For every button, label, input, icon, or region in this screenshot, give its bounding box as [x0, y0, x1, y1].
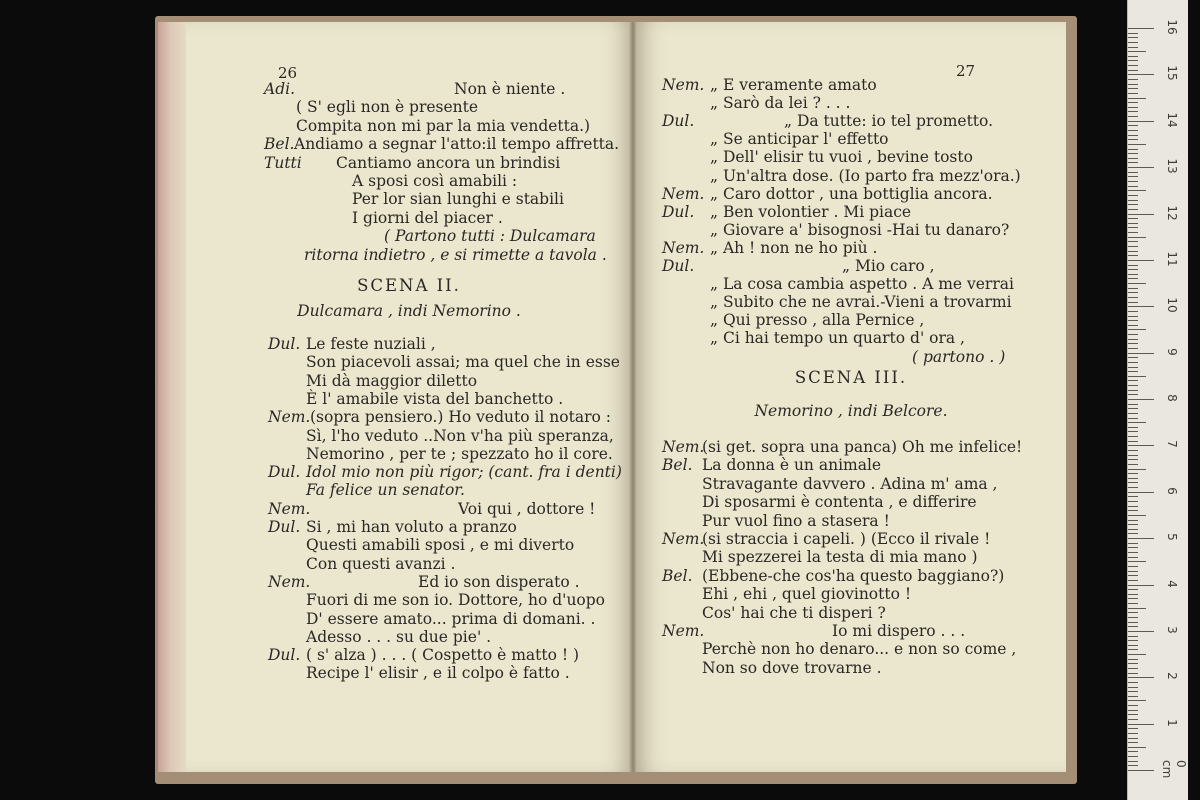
line-text: Le feste nuziali , [306, 335, 436, 353]
ruler-tick [1128, 357, 1138, 358]
ruler-tick [1128, 501, 1138, 502]
ruler-tick [1128, 659, 1138, 660]
ruler-tick [1128, 520, 1138, 521]
ruler-tick [1128, 575, 1138, 576]
ruler-tick [1128, 121, 1154, 122]
ruler-tick [1128, 209, 1138, 210]
ruler-tick [1128, 728, 1138, 729]
line-text: Ehi , ehi , quel giovinotto ! [702, 585, 912, 604]
line-text: Cos' hai che ti disperi ? [702, 603, 886, 622]
line-text: ritorna indietro , e si rimette a tavola . [304, 245, 607, 264]
ruler-tick [1128, 74, 1154, 75]
speaker-label: Dul. [268, 646, 301, 665]
ruler-tick [1128, 622, 1138, 623]
line-text: Fuori di me son io. Dottore, ho d'uopo [306, 591, 606, 610]
ruler-tick [1128, 218, 1138, 219]
ruler-tick [1128, 79, 1138, 80]
ruler-tick [1128, 580, 1138, 581]
ruler-tick [1128, 450, 1138, 451]
ruler-number: 6 [1165, 486, 1179, 495]
ruler-tick [1128, 682, 1138, 683]
ruler-tick [1128, 172, 1138, 173]
ruler-tick [1128, 343, 1138, 344]
line-text: „ Dell' elisir tu vuoi , bevine tosto [710, 148, 973, 167]
ruler-tick [1128, 404, 1138, 405]
ruler-number: 8 [1165, 394, 1179, 402]
ruler-tick [1128, 107, 1138, 108]
line-text: ( Partono tutti : Dulcamara [384, 227, 596, 246]
ruler-tick [1128, 673, 1138, 674]
ruler-tick [1128, 246, 1138, 247]
speaker-label: Nem. [662, 184, 705, 203]
ruler-tick [1128, 506, 1138, 507]
ruler-tick [1128, 431, 1138, 432]
speaker-label: Dul. [268, 463, 301, 482]
line-text: Per lor sian lunghi e stabili [352, 190, 564, 209]
ruler-tick [1128, 761, 1138, 762]
line-text: (si get. sopra una panca) Oh me infelice! [702, 438, 1023, 456]
speaker-label: Dul. [268, 335, 301, 353]
ruler-tick [1128, 288, 1138, 289]
line-text: „ Un'altra dose. (Io parto fra mezz'ora.) [710, 166, 1021, 185]
ruler-tick [1128, 186, 1138, 187]
ruler-tick [1128, 367, 1138, 368]
speaker-label: Tutti [264, 153, 302, 172]
ruler-tick [1128, 130, 1138, 131]
ruler-tick [1128, 636, 1138, 637]
right-page-number: 27 [956, 62, 976, 80]
ruler-tick [1128, 626, 1138, 627]
ruler-tick [1128, 376, 1146, 377]
line-text: „ Ah ! non ne ho più . [710, 238, 878, 257]
line-text: Mi spezzerei la testa di mia mano ) [702, 548, 978, 567]
ruler-tick [1128, 515, 1146, 516]
speaker-label: Dul. [662, 202, 695, 221]
ruler-tick [1128, 47, 1138, 48]
ruler-tick [1128, 649, 1138, 650]
line-text: Questi amabili sposi , e mi diverto [306, 536, 575, 555]
ruler-tick [1128, 640, 1138, 641]
speaker-label: Nem. [268, 408, 311, 427]
measurement-ruler [1127, 0, 1188, 800]
right-page [636, 22, 1066, 772]
ruler-tick [1128, 441, 1138, 442]
ruler-tick [1128, 464, 1138, 465]
line-text: Compita non mi par la mia vendetta.) [296, 116, 591, 135]
right-scene-subtitle: Nemorino , indi Belcore. [754, 402, 948, 420]
page-edges [158, 22, 188, 772]
ruler-tick [1128, 710, 1138, 711]
ruler-tick [1128, 278, 1138, 279]
line-text: Si , mi han voluto a pranzo [306, 518, 517, 536]
ruler-number: 14 [1165, 112, 1179, 128]
ruler-tick [1128, 617, 1138, 618]
ruler-tick [1128, 28, 1154, 29]
ruler-tick [1128, 227, 1138, 228]
ruler-tick [1128, 418, 1138, 419]
line-text: ( partono . ) [912, 347, 1006, 366]
line-text: „ Ben volontier . Mi piace [710, 202, 912, 221]
ruler-tick [1128, 339, 1138, 340]
ruler-tick [1128, 482, 1138, 483]
line-text: D' essere amato... prima di domani. . [306, 609, 596, 628]
ruler-tick [1128, 153, 1138, 154]
ruler-tick [1128, 329, 1146, 330]
ruler-tick [1128, 510, 1138, 511]
speaker-label: Dul. [662, 257, 695, 275]
line-text: „ Sarò da lei ? . . . [710, 94, 851, 113]
right-scene-title: SCENA III. [794, 368, 908, 387]
ruler-tick [1128, 320, 1138, 321]
speaker-label: Nem. [662, 622, 705, 640]
line-text: Ed io son disperato . [418, 572, 580, 591]
speaker-label: Dul. [268, 518, 301, 536]
ruler-number: 2 [1165, 672, 1179, 681]
line-text: Perchè non ho denaro... e non so come , [702, 640, 1017, 659]
ruler-tick [1128, 292, 1138, 293]
ruler-tick [1128, 334, 1138, 335]
ruler-tick [1128, 325, 1138, 326]
ruler-tick [1128, 594, 1138, 595]
ruler-tick [1128, 603, 1138, 604]
ruler-tick [1128, 487, 1138, 488]
ruler-tick [1128, 738, 1138, 739]
ruler-tick [1128, 149, 1138, 150]
ruler-number: 7 [1165, 440, 1179, 449]
ruler-tick [1128, 529, 1138, 530]
ruler-tick [1128, 56, 1138, 57]
line-text: Son piacevoli assai; ma quel che in esse [306, 353, 620, 372]
line-text: Con questi avanzi . [306, 554, 456, 573]
ruler-tick [1128, 88, 1138, 89]
ruler-number: 9 [1165, 347, 1179, 356]
ruler-tick [1128, 200, 1138, 201]
line-text: Stravagante davvero . Adina m' ama , [702, 474, 998, 493]
ruler-tick [1128, 436, 1138, 437]
ruler-tick [1128, 538, 1154, 539]
line-text: „ La cosa cambia aspetto . A me verrai [710, 275, 1014, 294]
ruler-tick [1128, 756, 1138, 757]
ruler-tick [1128, 274, 1138, 275]
ruler-tick [1128, 269, 1138, 270]
line-text: Cantiamo ancora un brindisi [336, 153, 561, 172]
ruler-tick [1128, 543, 1138, 544]
ruler-number: 16 [1165, 19, 1179, 35]
ruler-tick [1128, 316, 1138, 317]
ruler-tick [1128, 102, 1138, 103]
ruler-tick [1128, 51, 1146, 52]
ruler-number: 13 [1165, 158, 1179, 174]
ruler-tick [1128, 705, 1138, 706]
speaker-label: Nem. [662, 76, 705, 94]
ruler-tick [1128, 561, 1146, 562]
ruler-tick [1128, 696, 1138, 697]
ruler-tick [1128, 751, 1138, 752]
ruler-tick [1128, 473, 1138, 474]
line-text: „ Qui presso , alla Pernice , [710, 311, 925, 330]
ruler-tick [1128, 631, 1154, 632]
ruler-tick [1128, 139, 1138, 140]
ruler-tick [1128, 714, 1138, 715]
speaker-label: Adi. [264, 80, 295, 98]
ruler-tick [1128, 65, 1138, 66]
ruler-tick [1128, 585, 1154, 586]
left-page-number: 26 [278, 64, 298, 82]
ruler-tick [1128, 283, 1146, 284]
ruler-tick [1128, 598, 1138, 599]
line-text: „ Ci hai tempo un quarto d' ora , [710, 329, 965, 348]
speaker-label: Bel. [264, 135, 295, 154]
ruler-tick [1128, 700, 1146, 701]
speaker-label: Nem. [268, 499, 311, 518]
line-text: Recipe l' elisir , e il colpo è fatto . [306, 664, 570, 683]
ruler-tick [1128, 237, 1146, 238]
ruler-tick [1128, 469, 1146, 470]
line-text: Andiamo a segnar l'atto:il tempo affretta. [294, 135, 620, 154]
ruler-tick [1128, 60, 1138, 61]
ruler-tick [1128, 612, 1138, 613]
speaker-label: Nem. [268, 572, 311, 591]
line-text: „ Caro dottor , una bottiglia ancora. [710, 184, 993, 203]
ruler-tick [1128, 37, 1138, 38]
line-text: Nemorino , per te ; spezzato ho il core. [306, 444, 613, 463]
ruler-tick [1128, 116, 1138, 117]
line-text: Non è niente . [454, 80, 566, 98]
ruler-number: 4 [1165, 579, 1179, 588]
line-text: „ Se anticipar l' effetto [710, 130, 889, 149]
ruler-tick [1128, 496, 1138, 497]
ruler-tick [1128, 742, 1138, 743]
ruler-tick [1128, 371, 1138, 372]
ruler-number: 15 [1165, 65, 1179, 82]
ruler-tick [1128, 204, 1138, 205]
line-text: „ E veramente amato [710, 76, 877, 94]
ruler-tick [1128, 181, 1138, 182]
ruler-tick [1128, 394, 1138, 395]
ruler-tick [1128, 399, 1154, 400]
ruler-tick [1128, 195, 1138, 196]
ruler-tick [1128, 167, 1154, 168]
ruler-tick [1128, 765, 1138, 766]
line-text: „ Mio caro , [842, 257, 935, 275]
ruler-tick [1128, 724, 1154, 725]
line-text: A sposi così amabili : [352, 172, 518, 190]
line-text: È l' amabile vista del banchetto . [306, 389, 564, 408]
speaker-label: Bel. [662, 566, 693, 585]
ruler-tick [1128, 733, 1138, 734]
line-text: ( s' alza ) . . . ( Cospetto è matto ! ) [306, 646, 580, 665]
left-page [186, 22, 632, 772]
ruler-tick [1128, 380, 1138, 381]
ruler-number: 3 [1165, 626, 1179, 634]
ruler-tick [1128, 232, 1138, 233]
ruler-tick [1128, 478, 1138, 479]
ruler-tick [1128, 265, 1138, 266]
ruler-tick [1128, 362, 1138, 363]
ruler-tick [1128, 566, 1138, 567]
ruler-tick [1128, 408, 1138, 409]
ruler-tick [1128, 589, 1138, 590]
ruler-tick [1128, 260, 1154, 261]
ruler-tick [1128, 306, 1154, 307]
ruler-tick [1128, 691, 1138, 692]
ruler-tick [1128, 455, 1138, 456]
ruler-tick [1128, 677, 1154, 678]
ruler-tick [1128, 214, 1154, 215]
ruler-tick [1128, 687, 1138, 688]
ruler-tick [1128, 144, 1146, 145]
ruler-tick [1128, 42, 1138, 43]
line-text: (sopra pensiero.) Ho veduto il notaro : [310, 408, 611, 427]
ruler-tick [1128, 297, 1138, 298]
line-text: Di sposarmi è contenta , e differire [702, 493, 977, 512]
line-text: Mi dà maggior diletto [306, 371, 478, 390]
ruler-tick [1128, 162, 1138, 163]
ruler-tick [1128, 176, 1138, 177]
line-text: ( S' egli non è presente [296, 98, 479, 117]
ruler-unit-label: 0 cm [1160, 760, 1188, 779]
ruler-tick [1128, 223, 1138, 224]
speaker-label: Nem. [662, 530, 705, 548]
speaker-label: Dul. [662, 112, 695, 131]
ruler-tick [1128, 353, 1154, 354]
ruler-number: 1 [1165, 718, 1179, 727]
line-text: Io mi dispero . . . [832, 622, 966, 640]
line-text: Idol mio non più rigor; (cant. fra i denti) [306, 463, 622, 482]
speaker-label: Nem. [662, 238, 705, 257]
ruler-number: 12 [1165, 204, 1179, 221]
ruler-tick [1128, 492, 1154, 493]
ruler-tick [1128, 427, 1138, 428]
line-text: „ Giovare a' bisognosi -Hai tu danaro? [710, 220, 1010, 239]
ruler-tick [1128, 552, 1138, 553]
ruler-tick [1128, 645, 1138, 646]
ruler-tick [1128, 190, 1146, 191]
speaker-label: Bel. [662, 456, 693, 475]
ruler-tick [1128, 547, 1138, 548]
ruler-tick [1128, 533, 1138, 534]
ruler-tick [1128, 459, 1138, 460]
ruler-tick [1128, 33, 1138, 34]
ruler-tick [1128, 608, 1146, 609]
ruler-tick [1128, 524, 1138, 525]
line-text: Sì, l'ho veduto ..Non v'ha più speranza, [306, 426, 614, 445]
ruler-tick [1128, 413, 1138, 414]
line-text: I giorni del piacer . [352, 208, 503, 227]
ruler-tick [1128, 422, 1146, 423]
ruler-tick [1128, 255, 1138, 256]
line-text: (Ebbene-che cos'ha questo baggiano?) [702, 566, 1005, 585]
ruler-number: 10 [1165, 297, 1179, 313]
line-text: Non so dove trovarne . [702, 658, 882, 677]
ruler-tick [1128, 93, 1138, 94]
line-text: Pur vuol fino a stasera ! [702, 511, 890, 530]
ruler-tick [1128, 251, 1138, 252]
ruler-tick [1128, 158, 1138, 159]
ruler-tick [1128, 445, 1154, 446]
ruler-tick [1128, 302, 1138, 303]
ruler-tick [1128, 70, 1138, 71]
ruler-tick [1128, 571, 1138, 572]
ruler-tick [1128, 98, 1146, 99]
line-text: La donna è un animale [702, 456, 882, 475]
ruler-tick [1128, 135, 1138, 136]
ruler-tick [1128, 348, 1138, 349]
ruler-tick [1128, 663, 1138, 664]
ruler-tick [1128, 125, 1138, 126]
ruler-tick [1128, 390, 1138, 391]
ruler-tick [1128, 770, 1154, 771]
line-text: (si straccia i capeli. ) (Ecco il rivale ! [702, 530, 991, 548]
left-scene-subtitle: Dulcamara , indi Nemorino . [297, 302, 521, 320]
ruler-tick [1128, 747, 1146, 748]
line-text: „ Da tutte: io tel prometto. [784, 112, 994, 131]
ruler-number: 11 [1165, 251, 1179, 267]
line-text: Fa felice un senator. [306, 481, 465, 500]
ruler-tick [1128, 668, 1138, 669]
ruler-tick [1128, 385, 1138, 386]
left-scene-title: SCENA II. [357, 276, 461, 295]
ruler-number: 5 [1165, 533, 1179, 541]
ruler-tick [1128, 84, 1138, 85]
ruler-tick [1128, 557, 1138, 558]
ruler-tick [1128, 719, 1138, 720]
speaker-label: Nem. [662, 438, 705, 456]
ruler-tick [1128, 241, 1138, 242]
ruler-tick [1128, 111, 1138, 112]
line-text: „ Subito che ne avrai.-Vieni a trovarmi [710, 293, 1012, 312]
line-text: Voi qui , dottore ! [458, 499, 596, 518]
line-text: Adesso . . . su due pie' . [306, 627, 492, 646]
ruler-tick [1128, 654, 1146, 655]
ruler-tick [1128, 311, 1138, 312]
